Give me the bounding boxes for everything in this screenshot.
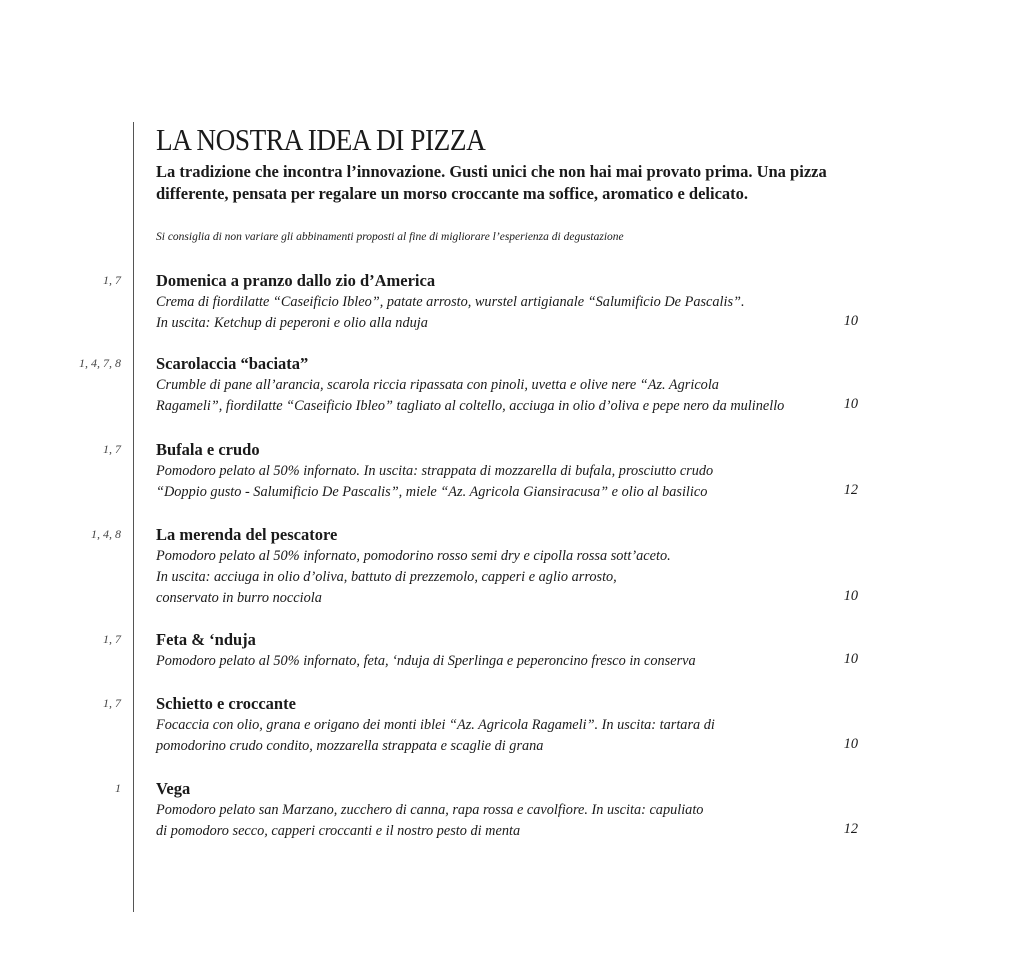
description-line: Pomodoro pelato al 50% infornato, pomodorino rosso semi dry e cipolla rossa sott’aceto.	[156, 548, 671, 564]
description-line: “Doppio gusto - Salumificio De Pascalis”, miele “Az. Agricola Giansiracusa” e olio al basilico	[156, 484, 708, 500]
description-line: Pomodoro pelato al 50% infornato. In uscita: strappata di mozzarella di bufala, prosciutto crudo	[156, 463, 714, 479]
allergens: 1	[115, 781, 121, 795]
pizza-description	[156, 800, 703, 842]
pizza-name: Schietto e croccante	[156, 694, 296, 713]
description-line: Pomodoro pelato al 50% infornato, feta, ‘nduja di Sperlinga e peperoncino fresco in conserva	[156, 653, 696, 669]
pizza-description	[156, 375, 784, 417]
allergens: 1, 7	[103, 696, 121, 710]
price: 12	[843, 482, 858, 498]
description-line: In uscita: Ketchup di peperoni e olio alla nduja	[156, 315, 428, 331]
pizza-name: La merenda del pescatore	[156, 525, 338, 544]
pizza-description	[156, 651, 696, 672]
pizza-name: Domenica a pranzo dallo zio d’America	[156, 271, 436, 290]
pizza-description	[156, 715, 715, 757]
description-line: Crema di fiordilatte “Caseificio Ibleo”, patate arrosto, wurstel artigianale “Salumificio De Pascalis”.	[156, 294, 745, 310]
description-line: pomodorino crudo condito, mozzarella strappata e scaglie di grana	[156, 738, 544, 754]
allergens: 1, 4, 7, 8	[79, 356, 121, 370]
pizza-name: Vega	[156, 779, 191, 798]
pizza-description	[156, 292, 745, 334]
price: 10	[843, 651, 858, 667]
description-line: conservato in burro nocciola	[156, 590, 322, 606]
description-line: Ragameli”, fiordilatte “Caseificio Ibleo” tagliato al coltello, acciuga in olio d’oliva e pepe nero da mulinello	[156, 398, 785, 414]
description-line: In uscita: acciuga in olio d’oliva, battuto di prezzemolo, capperi e aglio arrosto,	[156, 569, 617, 585]
pairing-note: Si consiglia di non variare gli abbinamenti proposti al fine di migliorare l’esperienza di degustazione	[156, 231, 624, 243]
pizza-name: Scarolaccia “baciata”	[156, 354, 309, 373]
allergens: 1, 7	[103, 442, 121, 456]
pizza-description	[156, 546, 671, 609]
price: 10	[843, 313, 858, 329]
pizza-name: Feta & ‘nduja	[156, 630, 256, 649]
pizza-description	[156, 461, 713, 503]
description-line: Crumble di pane all’arancia, scarola riccia ripassata con pinoli, uvetta e olive nere “Az. Agricola	[156, 377, 719, 393]
description-line: Pomodoro pelato san Marzano, zucchero di canna, rapa rossa e cavolfiore. In uscita: capuliato	[156, 802, 704, 818]
description-line: di pomodoro secco, capperi croccanti e il nostro pesto di menta	[156, 823, 521, 839]
pizza-name: Bufala e crudo	[156, 440, 260, 459]
page-title: LA NOSTRA IDEA DI PIZZA	[156, 122, 486, 157]
allergens: 1, 7	[103, 632, 121, 646]
price: 10	[843, 588, 858, 604]
intro-text: La tradizione che incontra l’innovazione. Gusti unici che non hai mai provato prima. Una pizza differente, pensata per regalare un morso croccante ma soffice, aromatico e delicato.	[156, 162, 827, 203]
allergens: 1, 4, 8	[91, 527, 121, 541]
price: 12	[843, 821, 858, 837]
description-line: Focaccia con olio, grana e origano dei monti iblei “Az. Agricola Ragameli”. In uscita: tartara di	[156, 717, 715, 733]
vertical-divider	[133, 122, 134, 912]
allergens: 1, 7	[103, 273, 121, 287]
price: 10	[843, 396, 858, 412]
price: 10	[843, 736, 858, 752]
